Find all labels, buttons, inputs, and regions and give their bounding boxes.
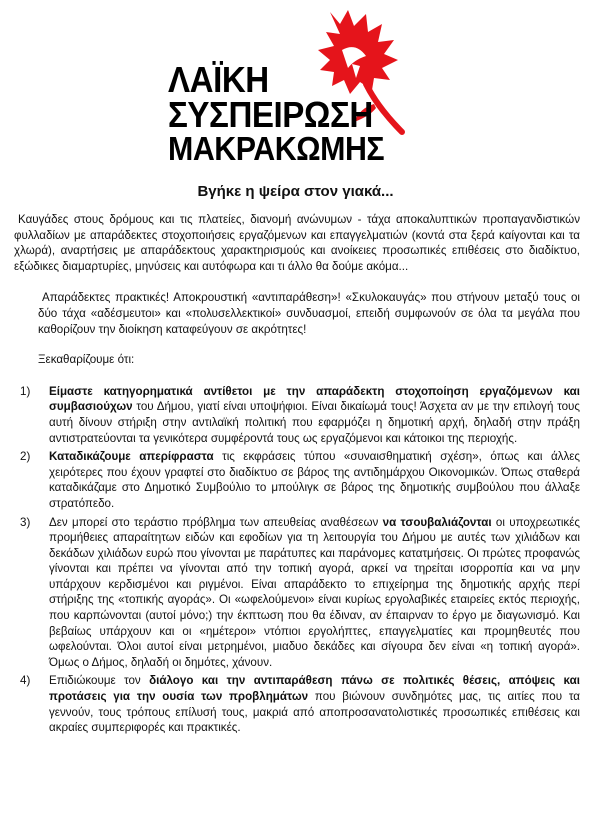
item-pre-text: Δεν μπορεί στο τεράστιο πρόβλημα των απευθείας αναθέσεων: [49, 515, 383, 529]
item-pre-text: Επιδιώκουμε τον: [49, 674, 150, 688]
item-text: του Δήμου, γιατί είναι υποψήφιοι. Είναι δικαίωμά τους! Άσχετα αν με την επιλογή τους αυτή δίνουν στήριξη στην αντιλαϊκή πολιτική που εφαρμόζει η δημοτική αρχή, δηλαδή στην πράξη αντιστρατεύονται τα γενικότερα συμφέροντά τους ως εργαζόμενοι και κάτοικοι της περιοχής.: [49, 400, 580, 445]
item-bold-text: διάλογο και την αντιπαράθεση πάνω σε πολιτικές θέσεις, απόψεις και προτάσεις για την ουσία των προβλημάτων: [49, 674, 580, 704]
second-paragraph: Απαράδεκτες πρακτικές! Αποκρουστική «αντιπαράθεση»! «Σκυλοκαυγάς» που στήνουν μεταξύ τους οι δύο τάχα «αδέσμευτοι» και «πολυσελλεκτικοί» συνδυασμοί, επειδή συμφωνούν σε όλα τα μεγάλα που καθορίζουν την διοίκηση καταφεύγουν σε ακρότητες!: [38, 291, 580, 336]
item-number: 4): [20, 674, 31, 688]
logo-line-2: ΣΥΣΠΕΙΡΩΣΗ: [168, 94, 373, 136]
item-text: οι υποχρεωτικές προμήθειες απαραίτητων ειδών και εφοδίων για τη λειτουργία του Δήμου με αυτές των χιλιάδων και δεκάδων χιλιάδων ευρώ που γίνονται με παράτυπες και παράνομες κατατμήσεις. Οι πρώτες προφανώς γίνονται και πρέπει να γίνονται από την τοπική αγορά, αρκεί να τηρείται ισορροπία και να μην υπάρχουν κερδισμένοι και ριγμένοι. Είναι απαράδεκτο το επιχείρημα της δημοτικής αρχής περί στήριξης της «τοπικής αγοράς». Οι «ωφελούμενοι» είναι κυρίως εργολαβικές εταιρείες εκτός περιοχής, που καρπώνονται (αυτοί μόνο;) την έκπτωση που θα έδιναν, αν έπαιρναν το έργο με διαγωνισμό. Και βεβαίως υπάρχουν και οι «ημέτεροι» ντόπιοι εργολήπτες, επαγγελματίες και προμηθευτές που ωφελούνται. Όλοι αυτοί είναι μετρημένοι, μιαδυο δεκάδες και σίγουρα δεν είναι «η τοπική αγορά». Όμως ο Δήμος, δηλαδή οι δημότες, χάνουν.: [49, 515, 580, 669]
logo-line-3: ΜΑΚΡΑΚΩΜΗΣ: [168, 129, 385, 167]
list-item: [14, 515, 580, 671]
logo: [0, 0, 591, 170]
item-number: 2): [20, 450, 31, 464]
item-number: 1): [20, 384, 31, 398]
logo-line-1: ΛΑΪΚΗ: [168, 59, 269, 100]
document-title: Βγήκε η ψείρα στον γιακά...: [197, 183, 394, 200]
list-item: [14, 384, 580, 446]
document-body: [14, 212, 580, 739]
list-item: [14, 449, 580, 511]
item-number: 3): [20, 515, 31, 529]
logo-text: [168, 59, 403, 167]
item-text: που βιώνουν συνδημότες μας, τις αιτίες που τα γεννούν, τους τρόπους επίλυσή τους, μακριά από αποπροσανατολιστικές προσωπικές επιθέσεις και ακραίες συμπεριφορές και πρακτικές.: [49, 690, 580, 735]
item-text: τις εκφράσεις τύπου «συναισθηματική σχέση», όπως και άλλες χειρότερες που έχουν γραφτεί στο διαδίκτυο σε βάρος της αντιδημάρχου Οικονομικών. Όπως σταθερά καταδικάζαμε στο Δημοτικό Συμβούλιο το μπούλιγκ σε βάρος της δημοτικής συμβούλου που άλλαξε στρατόπεδο.: [49, 450, 580, 510]
list-item: [14, 673, 580, 735]
item-bold-text: Καταδικάζουμε απερίφραστα: [49, 450, 214, 464]
intro-paragraph: Καυγάδες στους δρόμους και τις πλατείες, διανομή ανώνυμων - τάχα αποκαλυπτικών προπαγανδιστικών φυλλαδίων με απαράδεκτες στοχοποιήσεις εργαζόμενων και επαγγελματιών (κοντά στα ξερά καίγονται και τα χλωρά), αναρτήσεις με απαράδεκτους χαρακτηρισμούς και ανοίκειες προσωπικές επιθέσεις στο διαδίκτυο, εξώδικες διαμαρτυρίες, μηνύσεις και αυτόφωρα και τι άλλο θα δούμε ακόμα...: [14, 213, 580, 273]
clarify-line: Ξεκαθαρίζουμε ότι:: [38, 353, 135, 367]
item-bold-text: να τσουβαλιάζονται: [382, 515, 492, 529]
points-list: [14, 384, 580, 736]
item-bold-text: Είμαστε κατηγορηματικά αντίθετοι με την απαράδεκτη στοχοποίηση εργαζόμενων και συμβασιούχων: [49, 384, 580, 414]
